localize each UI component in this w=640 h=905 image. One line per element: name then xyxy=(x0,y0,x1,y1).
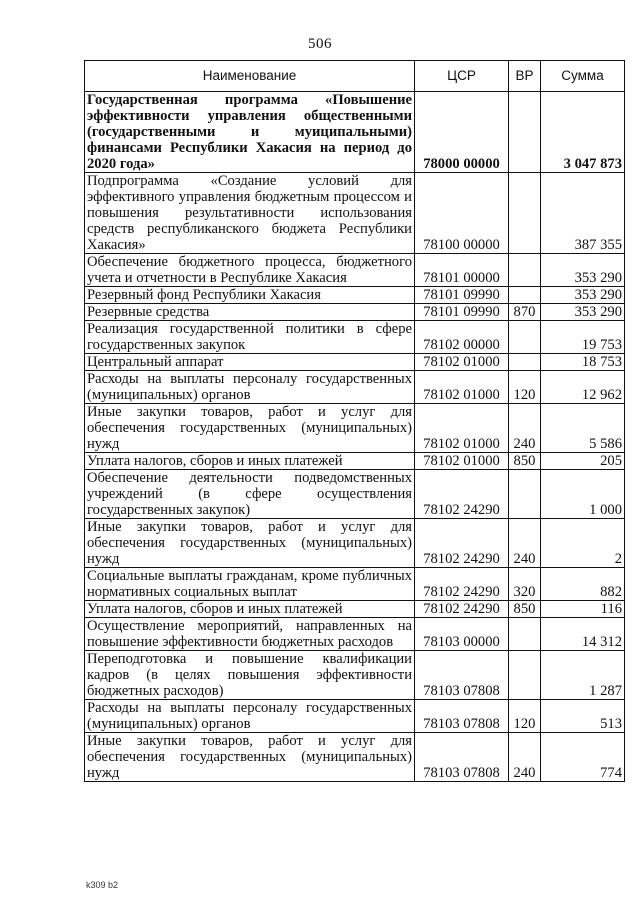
table-row xyxy=(85,321,625,354)
cell-vr: 320 xyxy=(509,568,541,601)
cell-sum: 353 290 xyxy=(541,254,625,287)
cell-csr: 78100 00000 xyxy=(415,173,509,254)
cell-vr: 850 xyxy=(509,453,541,470)
cell-vr xyxy=(509,618,541,651)
cell-csr: 78102 01000 xyxy=(415,354,509,371)
cell-vr xyxy=(509,354,541,371)
header-csr: ЦСР xyxy=(415,61,509,92)
cell-vr xyxy=(509,651,541,700)
cell-csr: 78102 01000 xyxy=(415,404,509,453)
cell-sum: 353 290 xyxy=(541,287,625,304)
table-row xyxy=(85,519,625,568)
table-row xyxy=(85,568,625,601)
cell-csr: 78103 00000 xyxy=(415,618,509,651)
cell-csr: 78103 07808 xyxy=(415,733,509,782)
footer-code: k309 b2 xyxy=(86,880,119,890)
header-name: Наименование xyxy=(85,61,415,92)
cell-name: Переподготовка и повышение квалификации кадров (в целях повышения эффективности бюджетных расходов) xyxy=(85,651,415,700)
cell-vr xyxy=(509,173,541,254)
cell-csr: 78102 01000 xyxy=(415,371,509,404)
table-row xyxy=(85,700,625,733)
table-row xyxy=(85,371,625,404)
table-row xyxy=(85,404,625,453)
cell-csr: 78102 24290 xyxy=(415,568,509,601)
cell-name: Расходы на выплаты персоналу государственных (муниципальных) органов xyxy=(85,371,415,404)
table-row xyxy=(85,733,625,782)
cell-csr: 78102 24290 xyxy=(415,601,509,618)
cell-csr: 78103 07808 xyxy=(415,700,509,733)
cell-name: Иные закупки товаров, работ и услуг для обеспечения государственных (муниципальных) нужд xyxy=(85,404,415,453)
cell-name: Расходы на выплаты персоналу государственных (муниципальных) органов xyxy=(85,700,415,733)
table-row xyxy=(85,304,625,321)
budget-table xyxy=(84,60,625,782)
cell-vr: 850 xyxy=(509,601,541,618)
cell-vr: 870 xyxy=(509,304,541,321)
cell-csr: 78101 09990 xyxy=(415,287,509,304)
cell-csr: 78102 24290 xyxy=(415,519,509,568)
cell-name: Иные закупки товаров, работ и услуг для обеспечения государственных (муниципальных) нужд xyxy=(85,733,415,782)
cell-name: Центральный аппарат xyxy=(85,354,415,371)
cell-name: Осуществление мероприятий, направленных на повышение эффективности бюджетных расходов xyxy=(85,618,415,651)
cell-vr xyxy=(509,287,541,304)
cell-sum: 116 xyxy=(541,601,625,618)
cell-vr xyxy=(509,92,541,173)
table-row xyxy=(85,651,625,700)
table-row xyxy=(85,601,625,618)
cell-sum: 513 xyxy=(541,700,625,733)
table-row xyxy=(85,453,625,470)
cell-name: Обеспечение деятельности подведомственных учреждений (в сфере осуществления государственных закупок) xyxy=(85,470,415,519)
cell-sum: 3 047 873 xyxy=(541,92,625,173)
cell-vr xyxy=(509,254,541,287)
cell-csr: 78000 00000 xyxy=(415,92,509,173)
cell-csr: 78102 24290 xyxy=(415,470,509,519)
cell-sum: 1 287 xyxy=(541,651,625,700)
table-row xyxy=(85,173,625,254)
header-vr: ВР xyxy=(509,61,541,92)
cell-csr: 78102 01000 xyxy=(415,453,509,470)
cell-sum: 19 753 xyxy=(541,321,625,354)
table-body xyxy=(85,92,625,782)
table-row xyxy=(85,254,625,287)
cell-name: Уплата налогов, сборов и иных платежей xyxy=(85,601,415,618)
cell-vr: 120 xyxy=(509,371,541,404)
cell-sum: 5 586 xyxy=(541,404,625,453)
cell-name: Государственная программа «Повышение эффективности управления общественными (государственными и муиципальными) финансами Республики Хакасия на период до 2020 года» xyxy=(85,92,415,173)
cell-vr: 240 xyxy=(509,404,541,453)
cell-vr xyxy=(509,470,541,519)
cell-name: Социальные выплаты гражданам, кроме публичных нормативных социальных выплат xyxy=(85,568,415,601)
page-number: 506 xyxy=(308,36,332,52)
cell-sum: 12 962 xyxy=(541,371,625,404)
table-row xyxy=(85,618,625,651)
cell-sum: 1 000 xyxy=(541,470,625,519)
cell-sum: 353 290 xyxy=(541,304,625,321)
cell-name: Обеспечение бюджетного процесса, бюджетного учета и отчетности в Республике Хакасия xyxy=(85,254,415,287)
table-row xyxy=(85,354,625,371)
cell-sum: 774 xyxy=(541,733,625,782)
cell-vr: 120 xyxy=(509,700,541,733)
cell-csr: 78103 07808 xyxy=(415,651,509,700)
cell-vr xyxy=(509,321,541,354)
cell-csr: 78102 00000 xyxy=(415,321,509,354)
table-row xyxy=(85,287,625,304)
cell-sum: 205 xyxy=(541,453,625,470)
cell-sum: 387 355 xyxy=(541,173,625,254)
cell-name: Резервные средства xyxy=(85,304,415,321)
cell-name: Реализация государственной политики в сфере государственных закупок xyxy=(85,321,415,354)
cell-name: Иные закупки товаров, работ и услуг для обеспечения государственных (муниципальных) нужд xyxy=(85,519,415,568)
table-header-row xyxy=(85,61,625,92)
cell-name: Подпрограмма «Создание условий для эффективного управления бюджетным процессом и повышения результативности использования средств республиканского бюджета Республики Хакасия» xyxy=(85,173,415,254)
header-sum: Сумма xyxy=(541,61,625,92)
cell-sum: 14 312 xyxy=(541,618,625,651)
cell-csr: 78101 09990 xyxy=(415,304,509,321)
cell-sum: 2 xyxy=(541,519,625,568)
cell-sum: 882 xyxy=(541,568,625,601)
table-row xyxy=(85,92,625,173)
cell-sum: 18 753 xyxy=(541,354,625,371)
table-row xyxy=(85,470,625,519)
cell-csr: 78101 00000 xyxy=(415,254,509,287)
cell-name: Резервный фонд Республики Хакасия xyxy=(85,287,415,304)
cell-vr: 240 xyxy=(509,519,541,568)
cell-vr: 240 xyxy=(509,733,541,782)
cell-name: Уплата налогов, сборов и иных платежей xyxy=(85,453,415,470)
